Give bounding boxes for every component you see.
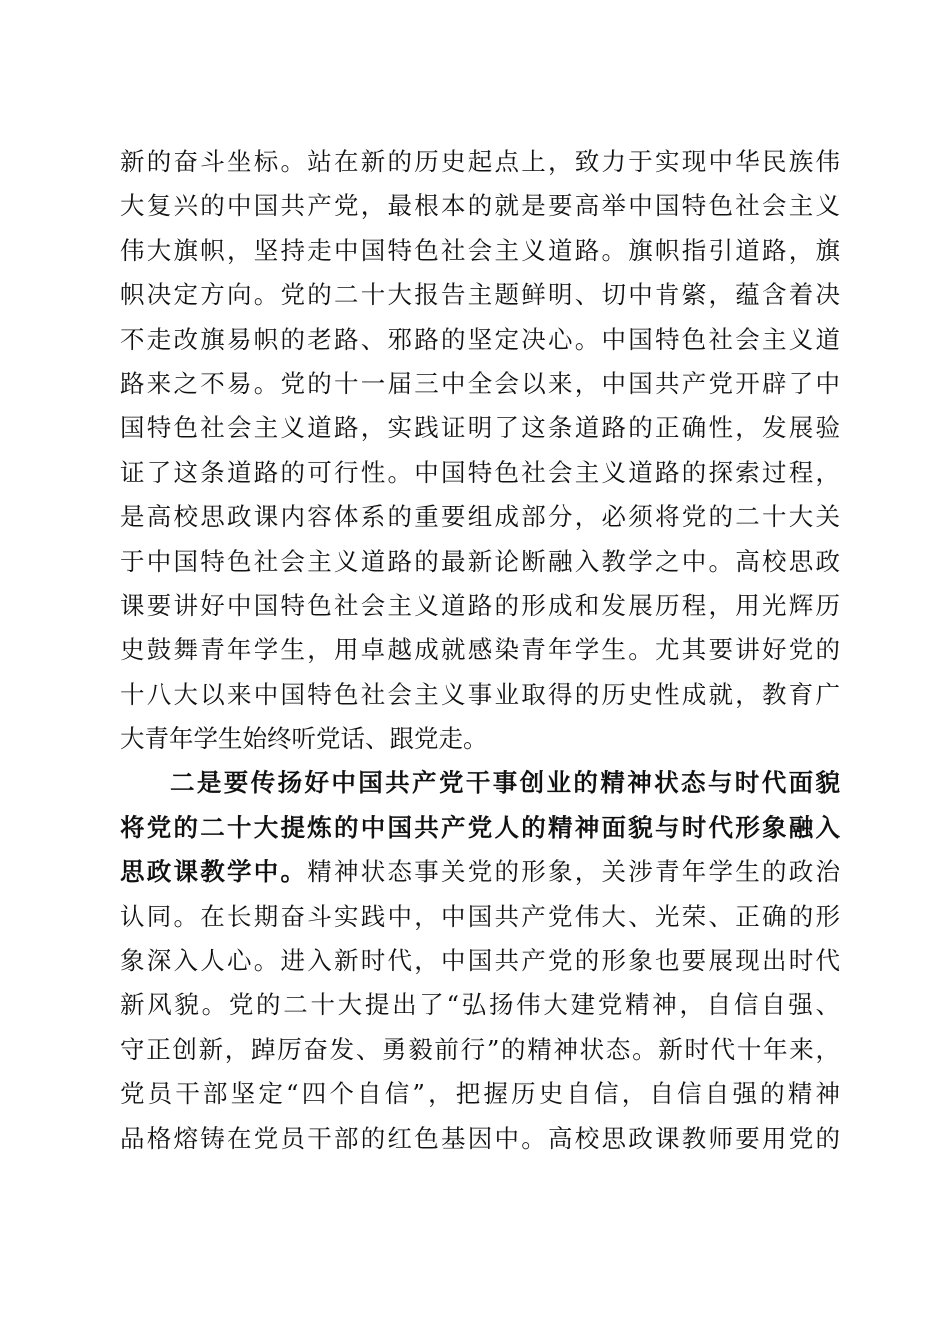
paragraph-2-heading-line-3: 思政课教学中。 <box>120 857 308 887</box>
paragraph-2-line-9: 品格熔铸在党员干部的红色基因中。高校思政课教师要用党的 <box>120 1123 840 1153</box>
paragraph-1-line-6: 路来之不易。党的十一届三中全会以来，中国共产党开辟了中 <box>120 368 840 398</box>
body-text <box>120 140 840 1161</box>
paragraph-2-line-6: 新风貌。党的二十大提出了“弘扬伟大建党精神，自信自强、 <box>120 990 840 1020</box>
paragraph-1-line-4: 帜决定方向。党的二十大报告主题鲜明、切中肯綮，蕴含着决 <box>120 280 840 310</box>
paragraph-2-line-7: 守正创新，踔厉奋发、勇毅前行”的精神状态。新时代十年来， <box>120 1034 840 1064</box>
paragraph-1-line-2: 大复兴的中国共产党，最根本的就是要高举中国特色社会主义 <box>120 191 840 221</box>
paragraph-2-body-line-3: 精神状态事关党的形象，关涉青年学生的政治 <box>307 857 840 887</box>
paragraph-1-line-10: 于中国特色社会主义道路的最新论断融入教学之中。高校思政 <box>120 546 840 576</box>
paragraph-2-line-5: 象深入人心。进入新时代，中国共产党的形象也要展现出时代 <box>120 946 840 976</box>
paragraph-1-line-3: 伟大旗帜，坚持走中国特色社会主义道路。旗帜指引道路，旗 <box>120 235 840 265</box>
paragraph-2-line-8: 党员干部坚定“四个自信”，把握历史自信，自信自强的精神 <box>120 1079 840 1109</box>
paragraph-1-line-13: 十八大以来中国特色社会主义事业取得的历史性成就，教育广 <box>120 679 840 709</box>
paragraph-1-line-1: 新的奋斗坐标。站在新的历史起点上，致力于实现中华民族伟 <box>120 147 840 176</box>
paragraph-1-line-12: 史鼓舞青年学生，用卓越成就感染青年学生。尤其要讲好党的 <box>120 635 840 665</box>
paragraph-2-heading-line-2: 将党的二十大提炼的中国共产党人的精神面貌与时代形象融入 <box>120 812 840 842</box>
paragraph-1-line-11: 课要讲好中国特色社会主义道路的形成和发展历程，用光辉历 <box>120 590 840 620</box>
paragraph-1-line-9: 是高校思政课内容体系的重要组成部分，必须将党的二十大关 <box>120 502 840 532</box>
paragraph-2-line-3 <box>120 850 840 894</box>
paragraph-2-heading-line-1: 二是要传扬好中国共产党干事创业的精神状态与时代面貌 <box>170 768 840 798</box>
paragraph-1-line-5: 不走改旗易帜的老路、邪路的坚定决心。中国特色社会主义道 <box>120 324 840 354</box>
paragraph-2-line-4: 认同。在长期奋斗实践中，中国共产党伟大、光荣、正确的形 <box>120 901 840 931</box>
paragraph-1-line-7: 国特色社会主义道路，实践证明了这条道路的正确性，发展验 <box>120 413 840 443</box>
paragraph-1-line-14: 大青年学生始终听党话、跟党走。 <box>120 724 488 754</box>
paragraph-1-line-8: 证了这条道路的可行性。中国特色社会主义道路的探索过程， <box>120 457 840 487</box>
